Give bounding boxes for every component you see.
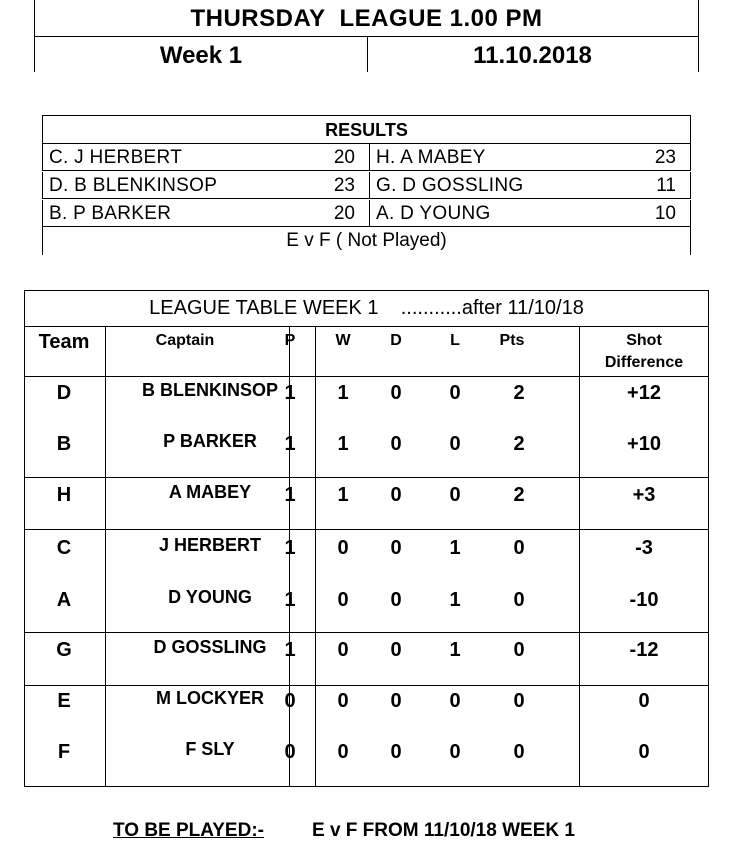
stat-shot: -3 [635, 537, 653, 559]
stat-d: 0 [390, 690, 402, 712]
captain-name: D YOUNG [168, 587, 252, 607]
stat-pts: 0 [513, 690, 525, 712]
stat-d: 0 [390, 382, 402, 404]
stat-shot: -10 [629, 589, 659, 611]
stat-pts: 2 [513, 433, 525, 455]
to-be-played-label: TO BE PLAYED:- [113, 820, 264, 841]
stat-w: 0 [337, 690, 349, 712]
team-code: G [56, 639, 72, 661]
row-divider [24, 376, 709, 377]
stat-p: 1 [284, 382, 296, 404]
stat-w: 0 [337, 741, 349, 763]
team-code: A [56, 589, 72, 611]
stat-pts: 2 [513, 382, 525, 404]
stat-l: 1 [449, 589, 461, 611]
row-divider [24, 529, 709, 530]
team-code: C [56, 537, 72, 559]
stat-pts: 0 [513, 589, 525, 611]
week-label: Week 1 [34, 37, 368, 72]
captain-name: F SLY [185, 739, 235, 759]
captain-name: A MABEY [168, 482, 252, 502]
stat-l: 0 [449, 690, 461, 712]
header-team: Team [38, 331, 90, 353]
row-divider [24, 685, 709, 686]
stat-l: 1 [449, 537, 461, 559]
stat-p: 1 [284, 484, 296, 506]
results-row [42, 172, 691, 200]
column-divider [105, 327, 106, 787]
date-label: 11.10.2018 [367, 37, 699, 72]
row-divider [24, 477, 709, 478]
stat-shot: +12 [627, 382, 661, 404]
header-difference: Difference [604, 354, 684, 371]
stat-w: 1 [337, 433, 349, 455]
column-divider [315, 327, 316, 787]
stat-d: 0 [390, 639, 402, 661]
stat-shot: 0 [638, 741, 650, 763]
result-player: H. A MABEY [376, 147, 486, 168]
results-row [42, 144, 691, 172]
result-player: A. D YOUNG [376, 203, 491, 224]
stat-w: 0 [337, 537, 349, 559]
captain-name: D GOSSLING [153, 637, 267, 657]
team-code: E [57, 690, 71, 712]
stat-pts: 2 [513, 484, 525, 506]
header-won: W [335, 332, 351, 349]
result-left [42, 200, 370, 227]
result-score: 23 [333, 175, 355, 196]
captain-name: M LOCKYER [156, 688, 264, 708]
header-drawn: D [390, 332, 402, 349]
stat-d: 0 [390, 433, 402, 455]
stat-d: 0 [390, 741, 402, 763]
result-player: C. J HERBERT [49, 147, 183, 168]
result-left [42, 144, 370, 171]
result-score: 20 [333, 203, 355, 224]
page-header [34, 0, 699, 72]
stat-shot: +3 [632, 484, 656, 506]
header-points: Pts [499, 332, 525, 349]
result-score: 11 [656, 175, 676, 196]
result-right [370, 172, 691, 199]
result-player: D. B BLENKINSOP [49, 175, 218, 196]
stat-d: 0 [390, 537, 402, 559]
header-shot: Shot [626, 332, 662, 349]
header-played: P [284, 332, 296, 349]
captain-name: P BARKER [163, 431, 257, 451]
stat-pts: 0 [513, 741, 525, 763]
league-title: THURSDAY LEAGUE 1.00 PM [34, 0, 699, 37]
stat-p: 0 [284, 690, 296, 712]
result-score: 23 [654, 147, 676, 168]
stat-w: 0 [337, 639, 349, 661]
team-code: F [57, 741, 71, 763]
stat-shot: +10 [627, 433, 661, 455]
stat-l: 0 [449, 741, 461, 763]
result-left [42, 172, 370, 199]
stat-p: 1 [284, 433, 296, 455]
stat-p: 0 [284, 741, 296, 763]
team-code: H [56, 484, 72, 506]
header-captain: Captain [155, 332, 215, 349]
stat-shot: -12 [629, 639, 659, 661]
league-table [24, 290, 709, 787]
captain-name: B BLENKINSOP [141, 380, 278, 400]
stat-l: 0 [449, 433, 461, 455]
stat-w: 1 [337, 484, 349, 506]
result-right [370, 200, 691, 227]
results-table [42, 115, 691, 255]
stat-p: 1 [284, 589, 296, 611]
result-right [370, 144, 691, 171]
results-heading: RESULTS [42, 115, 691, 144]
league-table-title: LEAGUE TABLE WEEK 1 ...........after 11/10/18 [24, 290, 709, 327]
stat-p: 1 [284, 639, 296, 661]
team-code: B [56, 433, 72, 455]
stat-w: 1 [337, 382, 349, 404]
footer [0, 820, 733, 844]
result-player: B. P BARKER [49, 203, 172, 224]
stat-l: 0 [449, 382, 461, 404]
stat-l: 1 [449, 639, 461, 661]
row-divider [24, 632, 709, 633]
stat-d: 0 [390, 484, 402, 506]
to-be-played-text: E v F FROM 11/10/18 WEEK 1 [312, 820, 575, 841]
stat-shot: 0 [638, 690, 650, 712]
team-code: D [56, 382, 72, 404]
stat-w: 0 [337, 589, 349, 611]
stat-pts: 0 [513, 639, 525, 661]
result-score: 10 [654, 203, 676, 224]
result-player: G. D GOSSLING [376, 175, 524, 196]
captain-name: J HERBERT [158, 535, 261, 555]
result-score: 20 [333, 147, 355, 168]
stat-p: 1 [284, 537, 296, 559]
results-row [42, 200, 691, 228]
stat-pts: 0 [513, 537, 525, 559]
results-note: E v F ( Not Played) [42, 227, 691, 255]
stat-d: 0 [390, 589, 402, 611]
header-lost: L [450, 332, 460, 349]
stat-l: 0 [449, 484, 461, 506]
